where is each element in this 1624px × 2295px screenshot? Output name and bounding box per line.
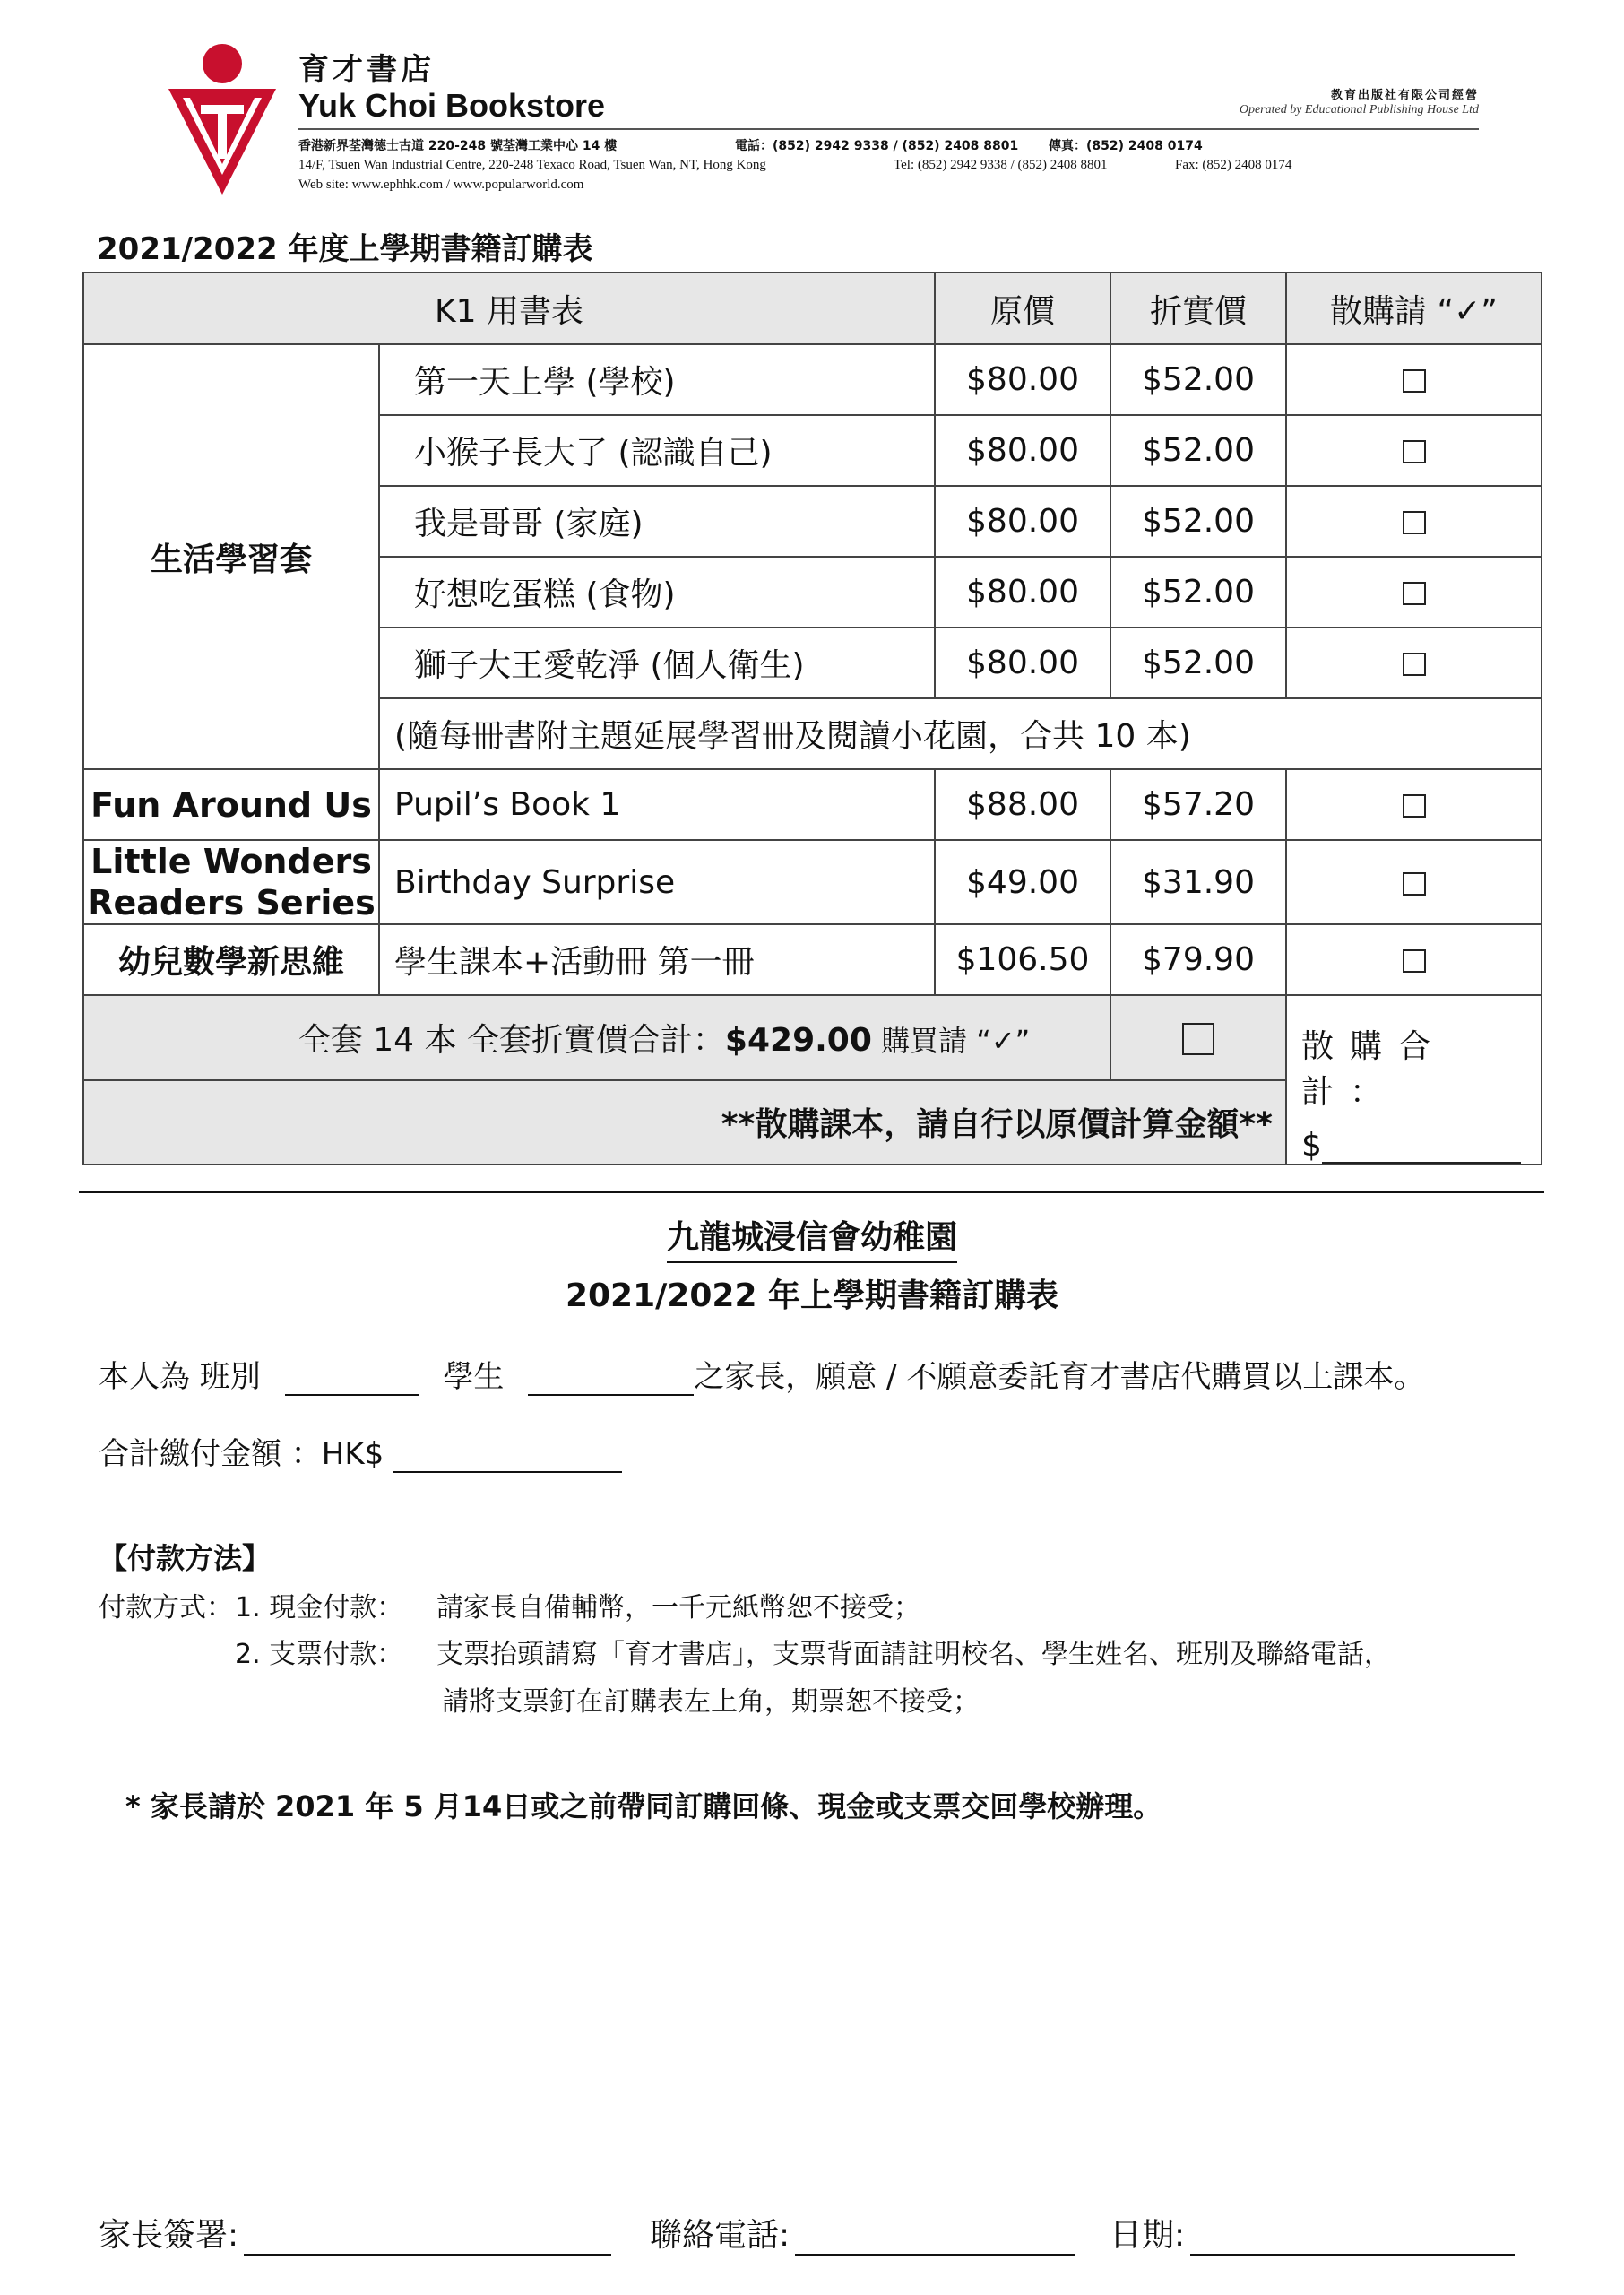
single-total-field[interactable] [1301,1127,1541,1164]
phone-field[interactable] [795,2227,1075,2256]
discount-price: $57.20 [1110,769,1286,840]
class-label: 本人為 班別 [99,1359,261,1395]
table-row [83,769,1542,840]
discount-price: $31.90 [1110,840,1286,924]
method-cash-text: 請家長自備輔幣，一千元紙幣恕不接受； [436,1592,920,1624]
book-order-table [82,272,1541,1164]
full-set-price: $429.00 [724,1021,872,1059]
full-set-label [83,995,1110,1080]
discount-price: $52.00 [1110,344,1286,415]
single-total-label: 散購合計： [1301,1028,1447,1111]
currency-symbol: $ [1301,1127,1322,1164]
telephone-zh: 電話：(852) 2942 9338 / (852) 2408 8801 [735,139,1019,153]
table-row [83,840,1542,924]
book-title: 小猴子長大了 (認識自己) [379,415,935,486]
consent-line [99,1352,1424,1396]
deadline-notice: * 家長請於 2021 年 5 月14日或之前帶同訂購回條、現金或支票交回學校辦理。 [125,1789,1162,1823]
original-price: $49.00 [935,840,1110,924]
phone-line [650,2210,1075,2256]
single-total-cell [1286,995,1542,1165]
single-buy-note: **散購課本，請自行以原價計算金額** [83,1080,1286,1165]
bookstore-logo [163,40,280,202]
series-name: 幼兒數學新思維 [83,924,379,995]
single-buy-checkbox[interactable] [1403,872,1426,896]
date-label: 日期: [1110,2217,1186,2254]
book-title: 第一天上學 (學校) [379,344,935,415]
address-zh: 香港新界荃灣德士古道 220-248 號荃灣工業中心 14 樓 [298,139,618,153]
operated-by-en: Operated by Educational Publishing House Ltd [1239,103,1479,117]
consent-text: 之家長，願意 / 不願意委託育才書店代購買以上課本。 [694,1359,1425,1395]
reply-form-title: 2021/2022 年上學期書籍訂購表 [565,1277,1059,1314]
signature-field[interactable] [244,2227,611,2256]
discount-price: $52.00 [1110,486,1286,557]
fax-zh: 傳真：(852) 2408 0174 [1049,139,1203,153]
method-cheque-label: 2. 支票付款： [235,1639,404,1670]
discount-price: $79.90 [1110,924,1286,995]
single-buy-checkbox[interactable] [1403,511,1426,534]
original-price: $88.00 [935,769,1110,840]
column-header-list: K1 用書表 [83,273,935,344]
single-buy-checkbox[interactable] [1403,582,1426,605]
website: Web site: www.ephhk.com / www.popularworld.com [298,178,584,192]
book-title: Pupil’s Book 1 [379,769,935,840]
book-title: 學生課本+活動冊 第一冊 [379,924,935,995]
column-header-original-price: 原價 [935,273,1110,344]
discount-price: $52.00 [1110,557,1286,628]
single-buy-checkbox[interactable] [1403,653,1426,676]
date-line [1110,2210,1515,2256]
phone-label: 聯絡電話: [650,2217,790,2254]
student-label: 學生 [443,1359,505,1395]
cut-line [79,1191,1544,1193]
store-name-zh: 育才書店 [298,52,435,88]
single-buy-checkbox[interactable] [1403,949,1426,973]
date-field[interactable] [1190,2227,1515,2256]
method-cheque-text2: 請將支票釘在訂購表左上角，期票恕不接受； [442,1686,980,1718]
store-name-en: Yuk Choi Bookstore [298,87,606,124]
book-title: 獅子大王愛乾淨 (個人衛生) [379,628,935,698]
table-row [83,924,1542,995]
single-buy-checkbox[interactable] [1403,369,1426,393]
total-amount-label: 合計繳付金額 ：HK$ [99,1436,384,1472]
signature-label: 家長簽署: [99,2217,239,2254]
fax-en: Fax: (852) 2408 0174 [1175,158,1292,172]
discount-price: $52.00 [1110,415,1286,486]
header-divider [298,128,1479,130]
full-set-suffix: 購買請 “✓” [871,1023,1031,1058]
life-set-label: 生活學習套 [83,344,379,769]
payment-label: 付款方式： [99,1592,233,1624]
column-header-discount-price: 折實價 [1110,273,1286,344]
signature-line [99,2210,611,2256]
book-title: Birthday Surprise [379,840,935,924]
original-price: $80.00 [935,628,1110,698]
book-title: 好想吃蛋糕 (食物) [379,557,935,628]
series-name: Fun Around Us [83,769,379,840]
original-price: $80.00 [935,415,1110,486]
original-price: $80.00 [935,486,1110,557]
table-row [83,344,1542,415]
address-en: 14/F, Tsuen Wan Industrial Centre, 220-248 Texaco Road, Tsuen Wan, NT, Hong Kong [298,158,766,172]
original-price: $80.00 [935,557,1110,628]
full-set-checkbox[interactable] [1182,1023,1214,1055]
total-amount-field[interactable] [393,1444,622,1473]
full-set-prefix: 全套 14 本 全套折實價合計： [298,1021,725,1059]
operated-by-zh: 教育出版社有限公司經營 [1330,89,1479,102]
student-name-field[interactable] [528,1367,694,1396]
column-header-single-buy: 散購請 “✓” [1286,273,1542,344]
telephone-en: Tel: (852) 2942 9338 / (852) 2408 8801 [894,158,1108,172]
order-form-title: 2021/2022 年度上學期書籍訂購表 [97,231,593,267]
method-cash-label: 1. 現金付款： [235,1592,404,1624]
school-name: 九龍城浸信會幼稚園 [0,1212,1624,1258]
table-header-row [83,273,1542,344]
single-buy-checkbox[interactable] [1403,794,1426,818]
class-field[interactable] [285,1367,419,1396]
original-price: $106.50 [935,924,1110,995]
total-line [99,1429,622,1473]
discount-price: $52.00 [1110,628,1286,698]
series-name: Little Wonders Readers Series [83,840,379,924]
payment-method-title: 【付款方法】 [99,1541,272,1575]
book-title: 我是哥哥 (家庭) [379,486,935,557]
full-set-row [83,995,1542,1080]
single-buy-checkbox[interactable] [1403,440,1426,463]
method-cheque-text: 支票抬頭請寫「育才書店」，支票背面請註明校名、學生姓名、班別及聯絡電話， [436,1639,1391,1670]
original-price: $80.00 [935,344,1110,415]
life-set-note: (隨每冊書附主題延展學習冊及閱讀小花園，合共 10 本) [379,698,1542,769]
